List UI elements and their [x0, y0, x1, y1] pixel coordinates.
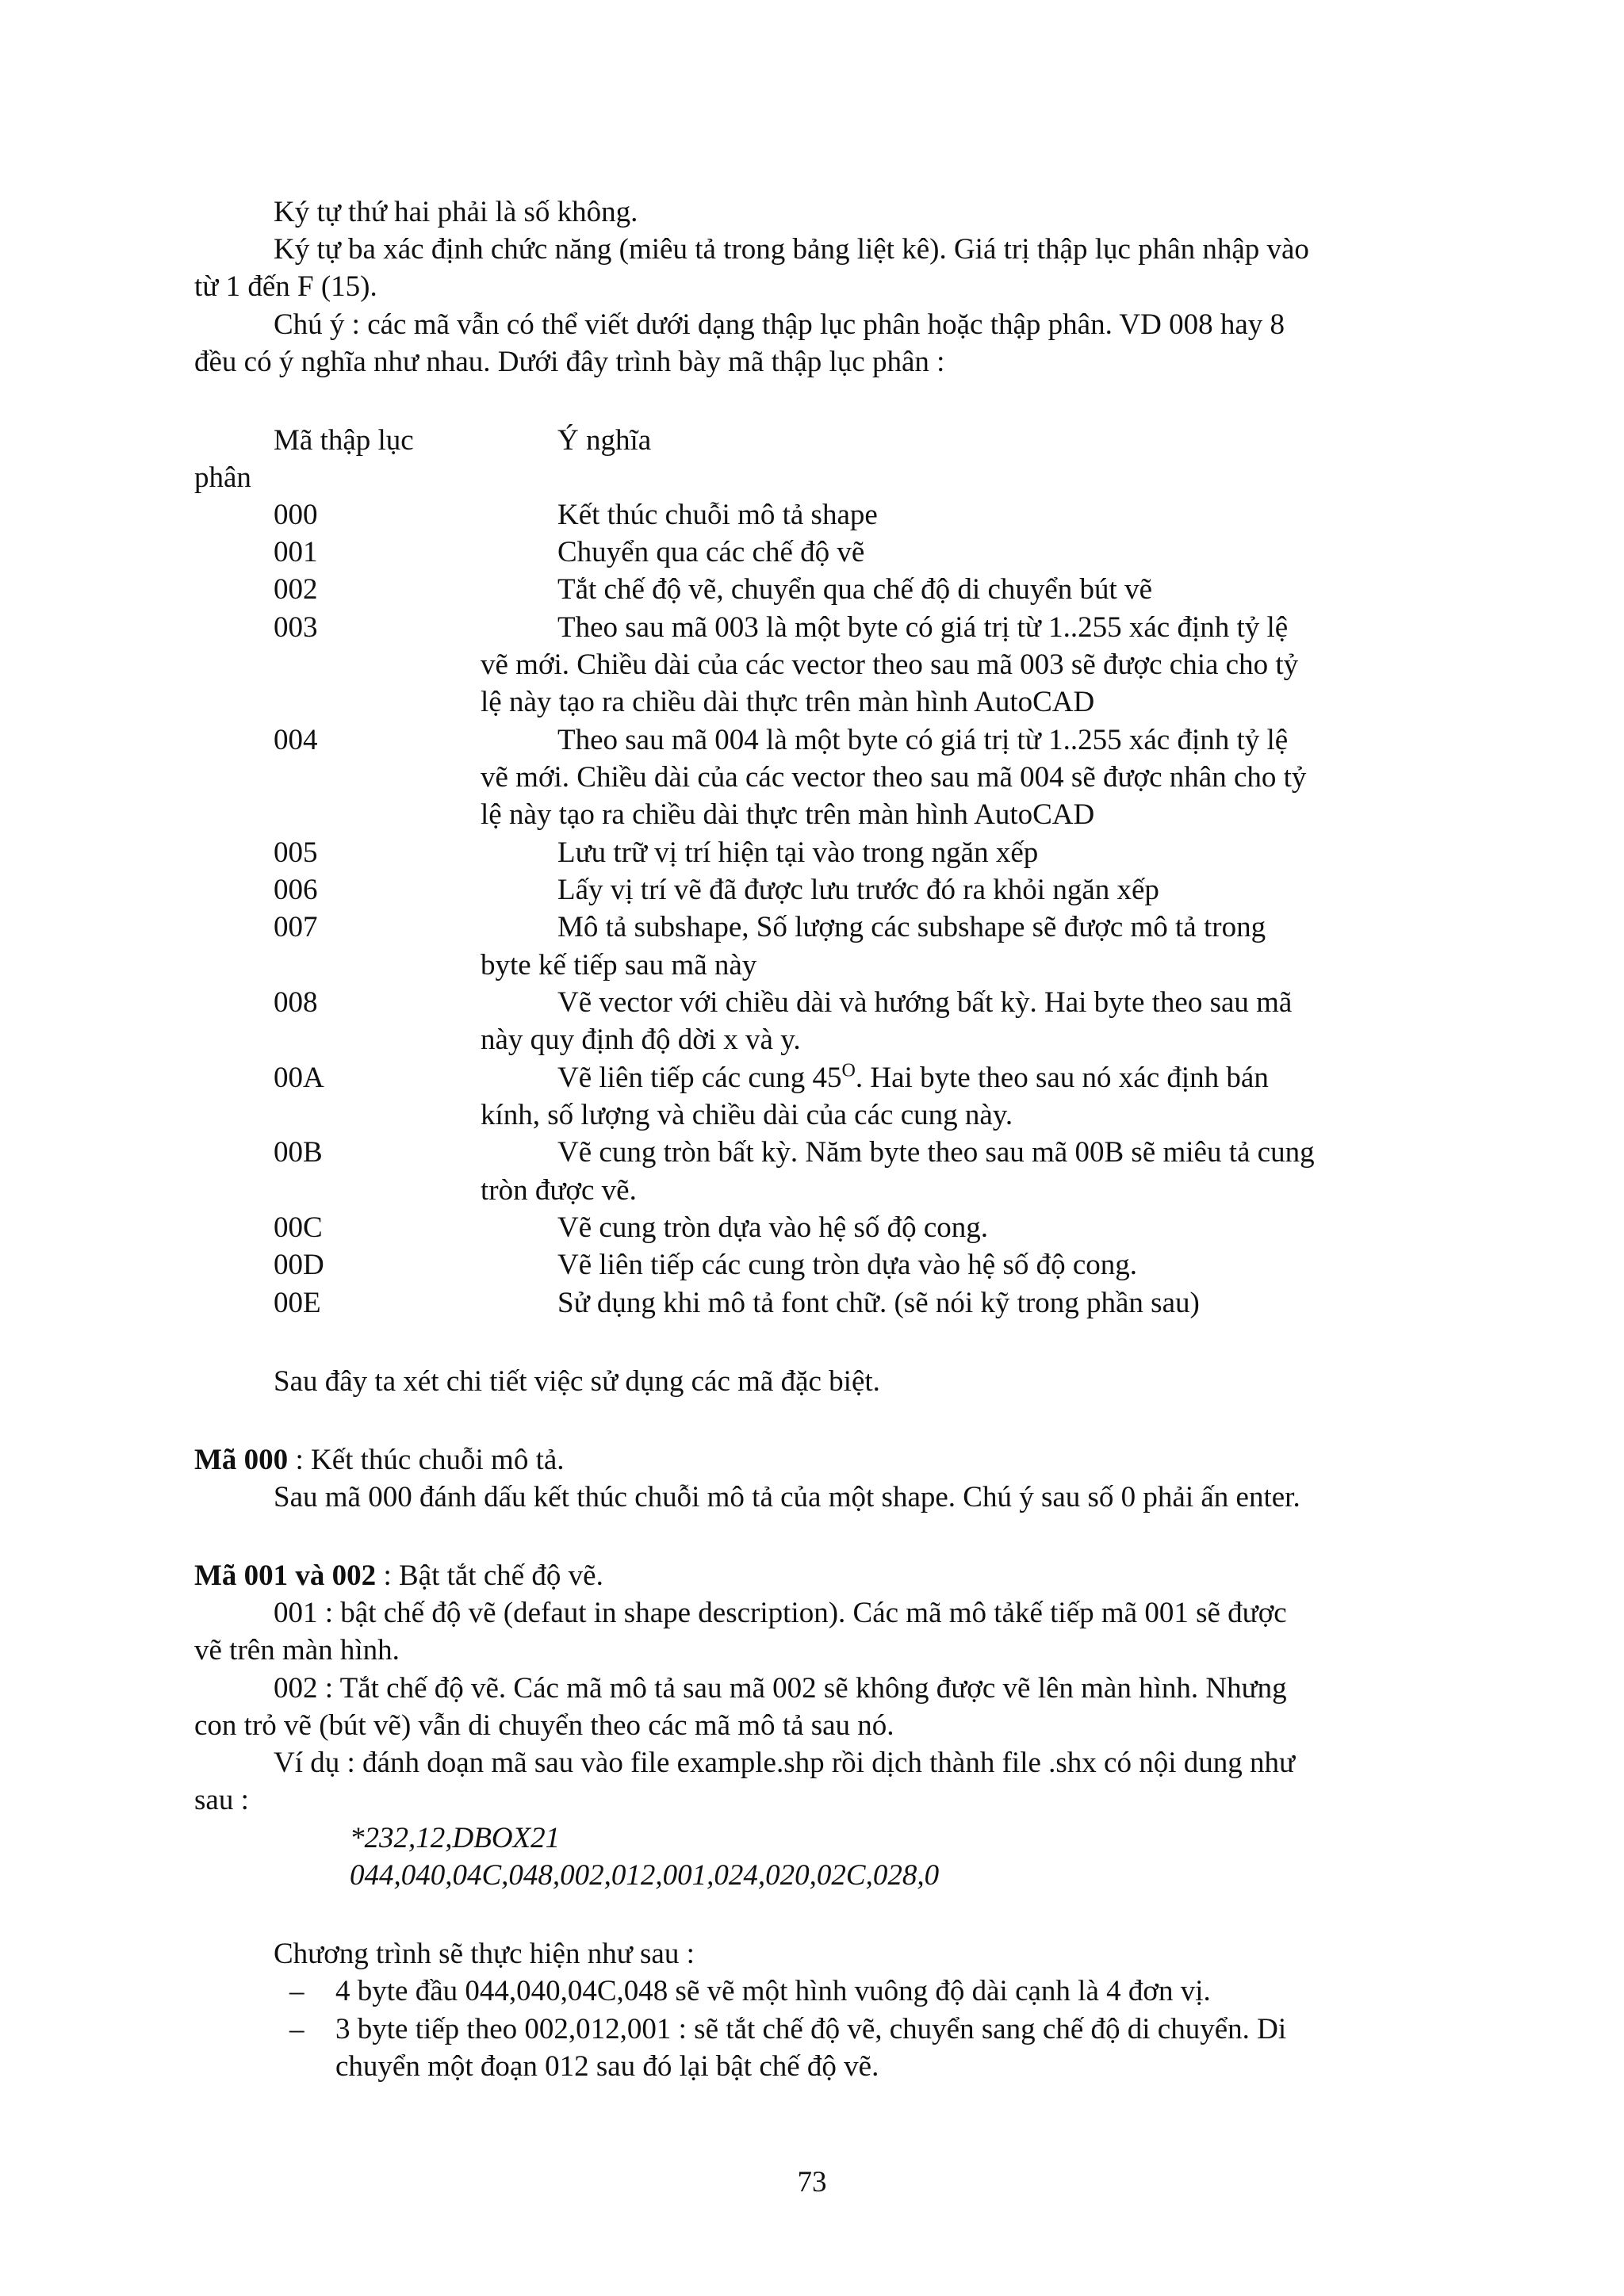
table-row-code: 00A: [274, 1062, 324, 1094]
paragraph-line: 002 : Tắt chế độ vẽ. Các mã mô tả sau mã 002 sẽ không được vẽ lên màn hình. Nhưng: [274, 1672, 1287, 1705]
intro-line-3: từ 1 đến F (15).: [194, 270, 377, 303]
table-row-meaning-cont: vẽ mới. Chiều dài của các vector theo sau mã 003 sẽ được chia cho tỷ: [481, 649, 1299, 681]
table-row-meaning: Theo sau mã 003 là một byte có giá trị từ 1..255 xác định tỷ lệ: [557, 611, 1289, 644]
paragraph-line: Ví dụ : đánh doạn mã sau vào file example.shp rồi dịch thành file .shx có nội dung như: [274, 1747, 1296, 1779]
table-row-meaning: Chuyển qua các chế độ vẽ: [557, 536, 865, 568]
table-row-meaning: Vẽ cung tròn dựa vào hệ số độ cong.: [557, 1211, 989, 1244]
table-row-meaning-cont: byte kế tiếp sau mã này: [481, 949, 757, 982]
section-title-rest: : Kết thúc chuỗi mô tả.: [288, 1444, 565, 1476]
table-row-meaning-cont: lệ này tạo ra chiều dài thực trên màn hình AutoCAD: [481, 686, 1095, 718]
table-header-meaning: Ý nghĩa: [557, 424, 652, 457]
table-row-meaning-cont: kính, số lượng và chiều dài của các cung này.: [481, 1099, 1013, 1131]
detail-intro: Sau đây ta xét chi tiết việc sử dụng các mã đặc biệt.: [274, 1365, 880, 1398]
section-title: Mã 000: [194, 1444, 289, 1476]
table-row-code: 006: [274, 874, 318, 906]
intro-line-1: Ký tự thứ hai phải là số không.: [274, 196, 638, 228]
table-row-meaning: Tắt chế độ vẽ, chuyển qua chế độ di chuyển bút vẽ: [557, 573, 1153, 606]
table-row-code: 00D: [274, 1249, 324, 1281]
table-row-meaning: Lưu trữ vị trí hiện tại vào trong ngăn xếp: [557, 836, 1039, 869]
page-number: 73: [797, 2166, 827, 2198]
paragraph-line: 001 : bật chế độ vẽ (defaut in shape description). Các mã mô tảkế tiếp mã 001 sẽ được: [274, 1597, 1287, 1629]
table-row-code: 00E: [274, 1287, 321, 1319]
meaning-text: Vẽ liên tiếp các cung 45: [557, 1062, 842, 1094]
intro-line-5: đều có ý nghĩa như nhau. Dưới đây trình bày mã thập lục phân :: [194, 346, 945, 378]
table-row-meaning-cont: vẽ mới. Chiều dài của các vector theo sau mã 004 sẽ được nhân cho tỷ: [481, 761, 1307, 794]
table-row-code: 003: [274, 611, 318, 644]
paragraph-line: con trỏ vẽ (bút vẽ) vẫn di chuyển theo các mã mô tả sau nó.: [194, 1709, 894, 1742]
table-row-meaning: Lấy vị trí vẽ đã được lưu trước đó ra khỏi ngăn xếp: [557, 874, 1159, 906]
table-header-code: Mã thập lục: [274, 424, 414, 457]
paragraph-line: sau :: [194, 1784, 249, 1816]
table-row-code: 002: [274, 573, 318, 606]
table-row-meaning: [557, 1060, 1269, 1096]
table-row-meaning-cont: tròn được vẽ.: [481, 1174, 637, 1207]
table-row-meaning: Mô tả subshape, Số lượng các subshape sẽ được mô tả trong: [557, 911, 1266, 943]
degree-superscript: O: [841, 1060, 856, 1081]
table-row-code: 001: [274, 536, 318, 568]
section-ma001-heading: [194, 1558, 603, 1594]
table-header-code-cont: phân: [194, 461, 251, 494]
table-row-meaning: Vẽ vector với chiều dài và hướng bất kỳ. Hai byte theo sau mã: [557, 986, 1293, 1019]
code-example-line: 044,040,04C,048,002,012,001,024,020,02C,028,0: [350, 1859, 940, 1892]
bullet-item: 4 byte đầu 044,040,04C,048 sẽ vẽ một hình vuông độ dài cạnh là 4 đơn vị.: [335, 1975, 1211, 2007]
table-row-code: 008: [274, 986, 318, 1019]
table-row-meaning: Sử dụng khi mô tả font chữ. (sẽ nói kỹ trong phần sau): [557, 1287, 1200, 1319]
table-row-meaning: Vẽ cung tròn bất kỳ. Năm byte theo sau mã 00B sẽ miêu tả cung: [557, 1136, 1315, 1169]
table-row-meaning-cont: này quy định độ dời x và y.: [481, 1024, 801, 1056]
bullet-dash: –: [289, 2013, 304, 2045]
table-row-code: 004: [274, 724, 318, 756]
intro-line-4: Chú ý : các mã vẫn có thể viết dưới dạng thập lục phân hoặc thập phân. VD 008 hay 8: [274, 308, 1285, 341]
table-row-meaning: Theo sau mã 004 là một byte có giá trị từ 1..255 xác định tỷ lệ: [557, 724, 1289, 756]
bullet-dash: –: [289, 1975, 304, 2007]
section-title: Mã 001 và 002: [194, 1559, 377, 1592]
code-example-line: *232,12,DBOX21: [350, 1822, 561, 1854]
table-row-meaning: Kết thúc chuỗi mô tả shape: [557, 499, 878, 531]
table-row-code: 00B: [274, 1136, 323, 1169]
table-row-code: 007: [274, 911, 318, 943]
bullet-item: 3 byte tiếp theo 002,012,001 : sẽ tắt chế độ vẽ, chuyển sang chế độ di chuyển. Di: [335, 2013, 1287, 2045]
section-ma000-body: Sau mã 000 đánh dấu kết thúc chuỗi mô tả của một shape. Chú ý sau số 0 phải ấn enter.: [274, 1481, 1300, 1513]
section-ma000-heading: [194, 1442, 565, 1479]
table-row-code: 000: [274, 499, 318, 531]
paragraph-line: vẽ trên màn hình.: [194, 1634, 400, 1667]
bullet-item-cont: chuyển một đoạn 012 sau đó lại bật chế độ vẽ.: [335, 2050, 879, 2083]
table-row-code: 00C: [274, 1211, 323, 1244]
intro-line-2: Ký tự ba xác định chức năng (miêu tả trong bảng liệt kê). Giá trị thập lục phân nhập vào: [274, 233, 1309, 266]
paragraph-line: Chương trình sẽ thực hiện như sau :: [274, 1938, 695, 1970]
table-row-code: 005: [274, 836, 318, 869]
table-row-meaning-cont: lệ này tạo ra chiều dài thực trên màn hình AutoCAD: [481, 798, 1095, 831]
meaning-text-after: . Hai byte theo sau nó xác định bán: [855, 1062, 1269, 1094]
section-title-rest: : Bật tắt chế độ vẽ.: [376, 1559, 603, 1592]
table-row-meaning: Vẽ liên tiếp các cung tròn dựa vào hệ số độ cong.: [557, 1249, 1138, 1281]
